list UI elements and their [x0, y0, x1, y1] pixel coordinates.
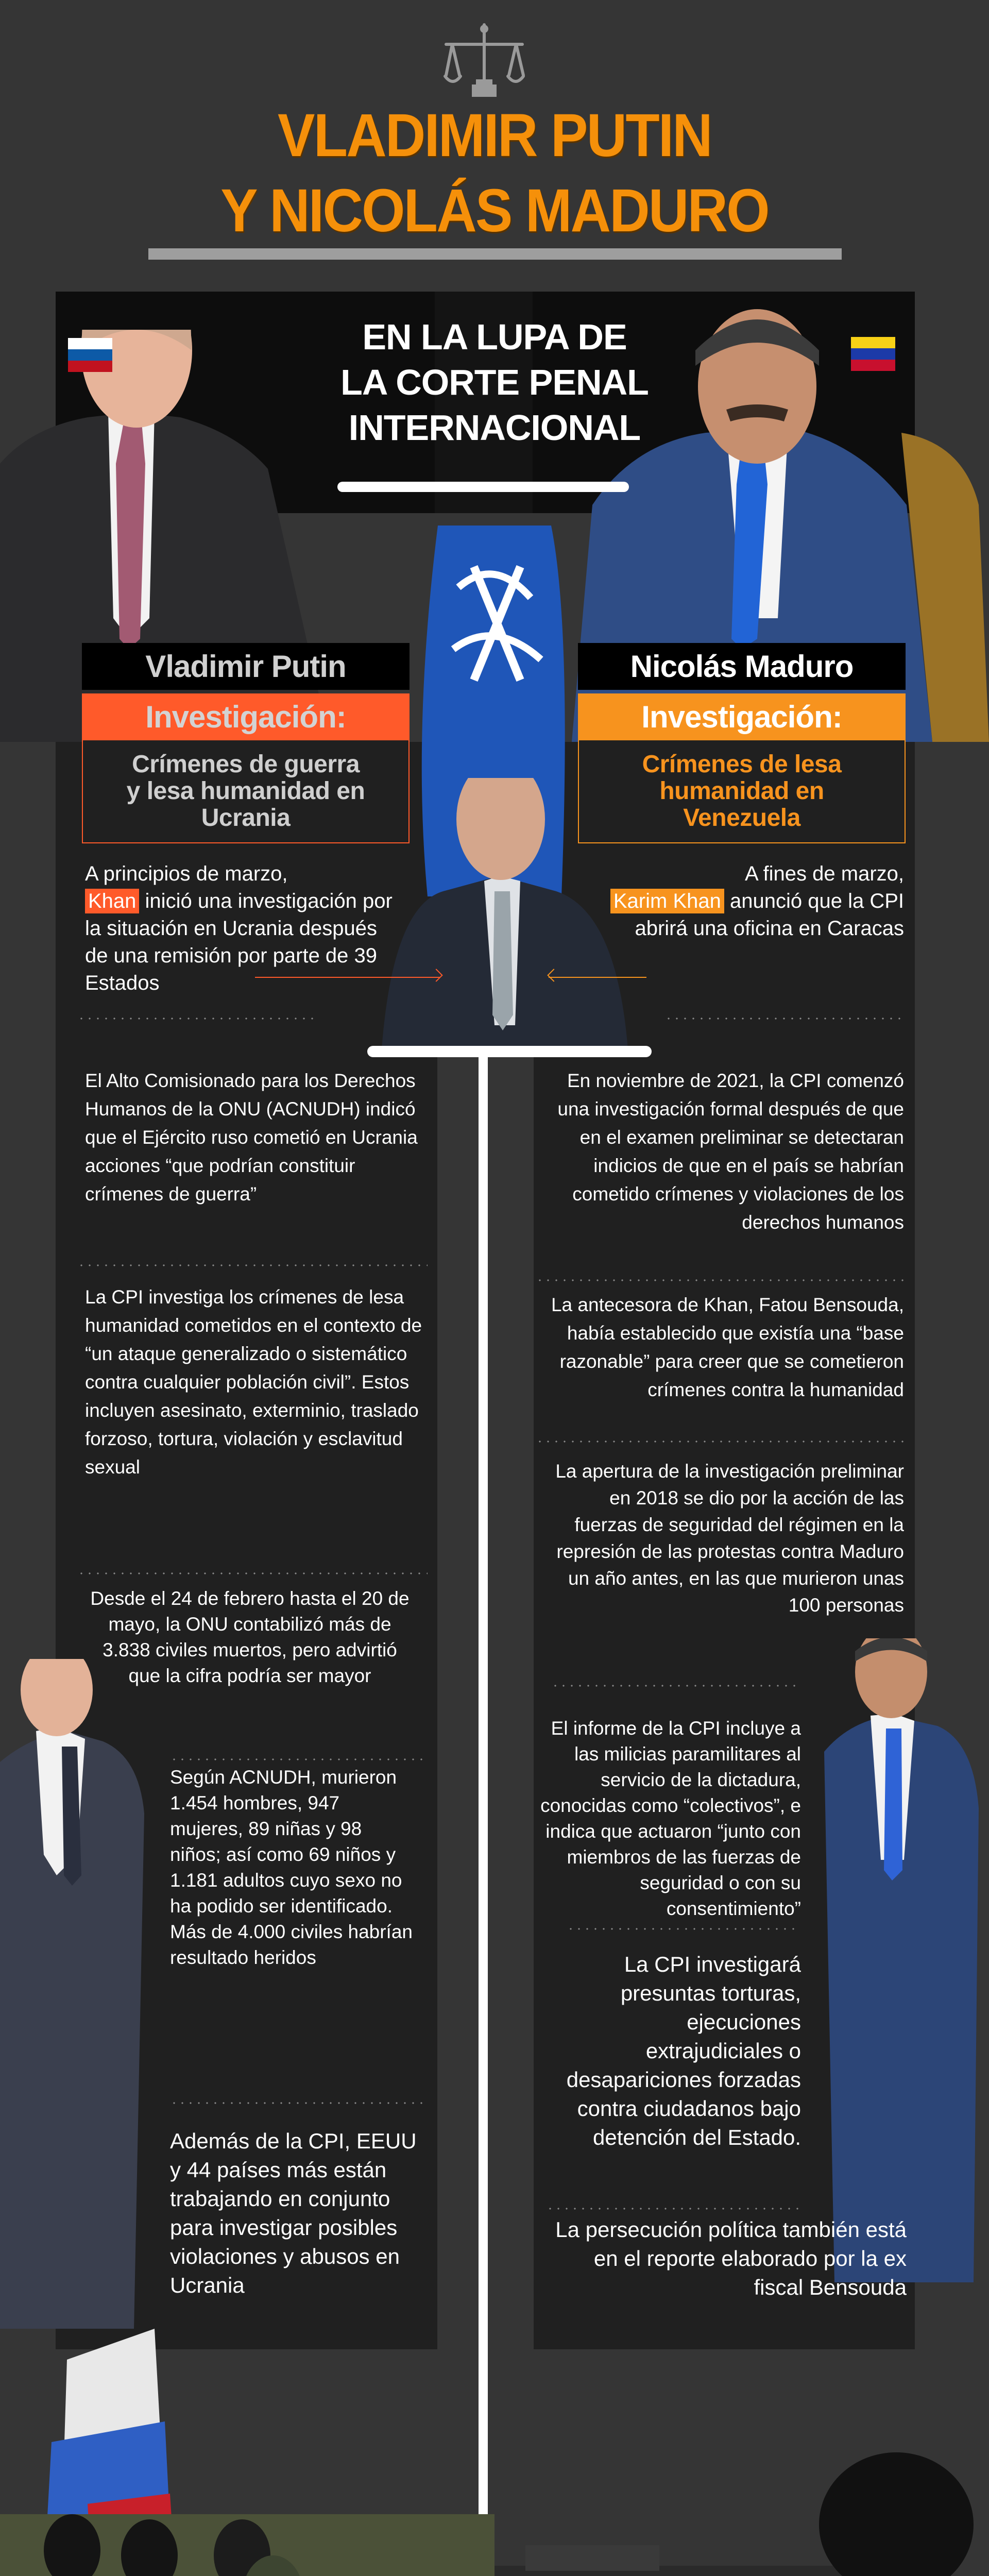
- divider: [536, 1440, 907, 1443]
- putin-fact-5: Además de la CPI, EEUU y 44 países más están trabajando en conjunto para investigar posibles violaciones y abusos en Ucrania: [170, 2129, 417, 2297]
- maduro-intro-text: [582, 860, 904, 942]
- header-subtitle-line1: EN LA LUPA DE: [362, 317, 627, 357]
- maduro-crime-line2: humanidad en: [659, 777, 824, 805]
- maduro-crime-box: [578, 740, 906, 843]
- divider: [170, 2102, 428, 2104]
- karim-khan-highlight: Karim Khan: [610, 889, 724, 913]
- putin-fact-3: Desde el 24 de febrero hasta el 20 de mayo, la ONU contabilizó más de 3.838 civiles muertos, pero advirtió que la cifra podría ser mayor: [90, 1588, 410, 1686]
- arrow-to-khan-left: [255, 977, 440, 978]
- center-gap-right: [488, 1057, 534, 2349]
- maduro-name-label: Nicolás Maduro: [578, 643, 906, 690]
- maduro-fact-3: La apertura de la investigación preliminar en 2018 se dio por la acción de las fuerzas de seguridad del régimen en la represión de las protestas contra Maduro un año antes, en las que murieron unas 100 personas: [555, 1461, 904, 1616]
- scales-of-justice-icon: [442, 20, 526, 100]
- russia-flag-icon: [68, 338, 112, 372]
- maduro-intro-after: anunció que la CPI abrirá una oficina en Caracas: [635, 890, 904, 940]
- putin-name-label: Vladimir Putin: [82, 643, 410, 690]
- khan-highlight: Khan: [85, 889, 139, 913]
- putin-fact-1: El Alto Comisionado para los Derechos Humanos de la ONU (ACNUDH) indicó que el Ejército ruso cometió en Ucrania acciones “que podrían constituir crímenes de guerra”: [85, 1070, 418, 1205]
- maduro-crime-line1: Crímenes de lesa: [642, 751, 842, 778]
- divider: [567, 1928, 798, 1930]
- header-subtitle-line2: LA CORTE PENAL: [340, 362, 649, 402]
- putin-intro-after: inició una investigación por la situación en Ucrania después de una remisión por parte de 39 Estados: [85, 890, 393, 994]
- venezuela-flag-icon: [851, 337, 895, 371]
- putin-fact-4: Según ACNUDH, murieron 1.454 hombres, 947 mujeres, 89 niñas y 98 niños; así como 69 niños y 1.181 adultos cuyo sexo no ha podido ser identificado. Más de 4.000 civiles habrían resultado heridos: [170, 1767, 413, 1968]
- title-underline: [148, 248, 842, 260]
- divider: [551, 1685, 798, 1687]
- arrow-to-khan-right: [549, 977, 646, 978]
- divider: [536, 1279, 907, 1281]
- putin-fact-2: La CPI investiga los crímenes de lesa humanidad cometidos en el contexto de “un ataque generalizado o sistemático contra cualquier población civil”. Estos incluyen asesinato, exterminio, traslado forzoso, tortura, violación y esclavitud sexual: [85, 1286, 422, 1478]
- putin-crime-line2: y lesa humanidad en: [126, 777, 365, 805]
- divider: [77, 1572, 428, 1574]
- putin-crime-box: [82, 740, 410, 843]
- divider: [170, 1758, 428, 1760]
- maduro-investigation-label: Investigación:: [578, 693, 906, 740]
- main-title-line1: VLADIMIR PUTIN: [278, 101, 711, 170]
- divider: [77, 1264, 428, 1266]
- maduro-intro-before: A fines de marzo,: [744, 862, 904, 885]
- russian-soldiers-photo: [0, 2308, 515, 2576]
- putin-standing-photo: [0, 1659, 155, 2329]
- maduro-fact-4: El informe de la CPI incluye a las milicias paramilitares al servicio de la dictadura, conocidas como “colectivos”, e indica que actuaron “junto con miembros de las fuerzas de seguridad o con su consentimiento”: [540, 1718, 801, 1919]
- maduro-fact-1: En noviembre de 2021, la CPI comenzó una investigación formal después de que en el examen preliminar se detectaran indicios de que en el país se habrían cometido crímenes y violaciones de los derechos humanos: [557, 1070, 904, 1233]
- maduro-fact-6: La persecución política también está en el reporte elaborado por la ex fiscal Bensouda: [555, 2217, 907, 2299]
- putin-crime-line1: Crímenes de guerra: [132, 751, 360, 778]
- venezuelan-guard-photo: [494, 2308, 989, 2576]
- header-subtitle-line3: INTERNACIONAL: [348, 408, 641, 448]
- divider: [664, 1018, 907, 1020]
- maduro-fact-2: La antecesora de Khan, Fatou Bensouda, había establecido que existía una “base razonable” para creer que se cometieron crímenes contra la humanidad: [551, 1294, 904, 1400]
- maduro-fact-5: La CPI investigará presuntas torturas, ejecuciones extrajudiciales o desapariciones forzadas contra ciudadanos bajo detención del Estado.: [566, 1952, 801, 2149]
- main-title-line2: Y NICOLÁS MADURO: [220, 177, 769, 245]
- putin-investigation-label: Investigación:: [82, 693, 410, 740]
- header-subtitle: [288, 314, 701, 450]
- maduro-crime-line3: Venezuela: [683, 804, 800, 832]
- maduro-standing-photo: [804, 1638, 989, 2308]
- center-gap-left: [437, 1057, 479, 2349]
- putin-crime-line3: Ucrania: [201, 804, 291, 832]
- header-divider: [337, 482, 629, 492]
- divider: [77, 1018, 317, 1020]
- timeline-bar: [367, 1046, 652, 1057]
- putin-intro-before: A principios de marzo,: [85, 862, 288, 885]
- divider: [546, 2208, 798, 2210]
